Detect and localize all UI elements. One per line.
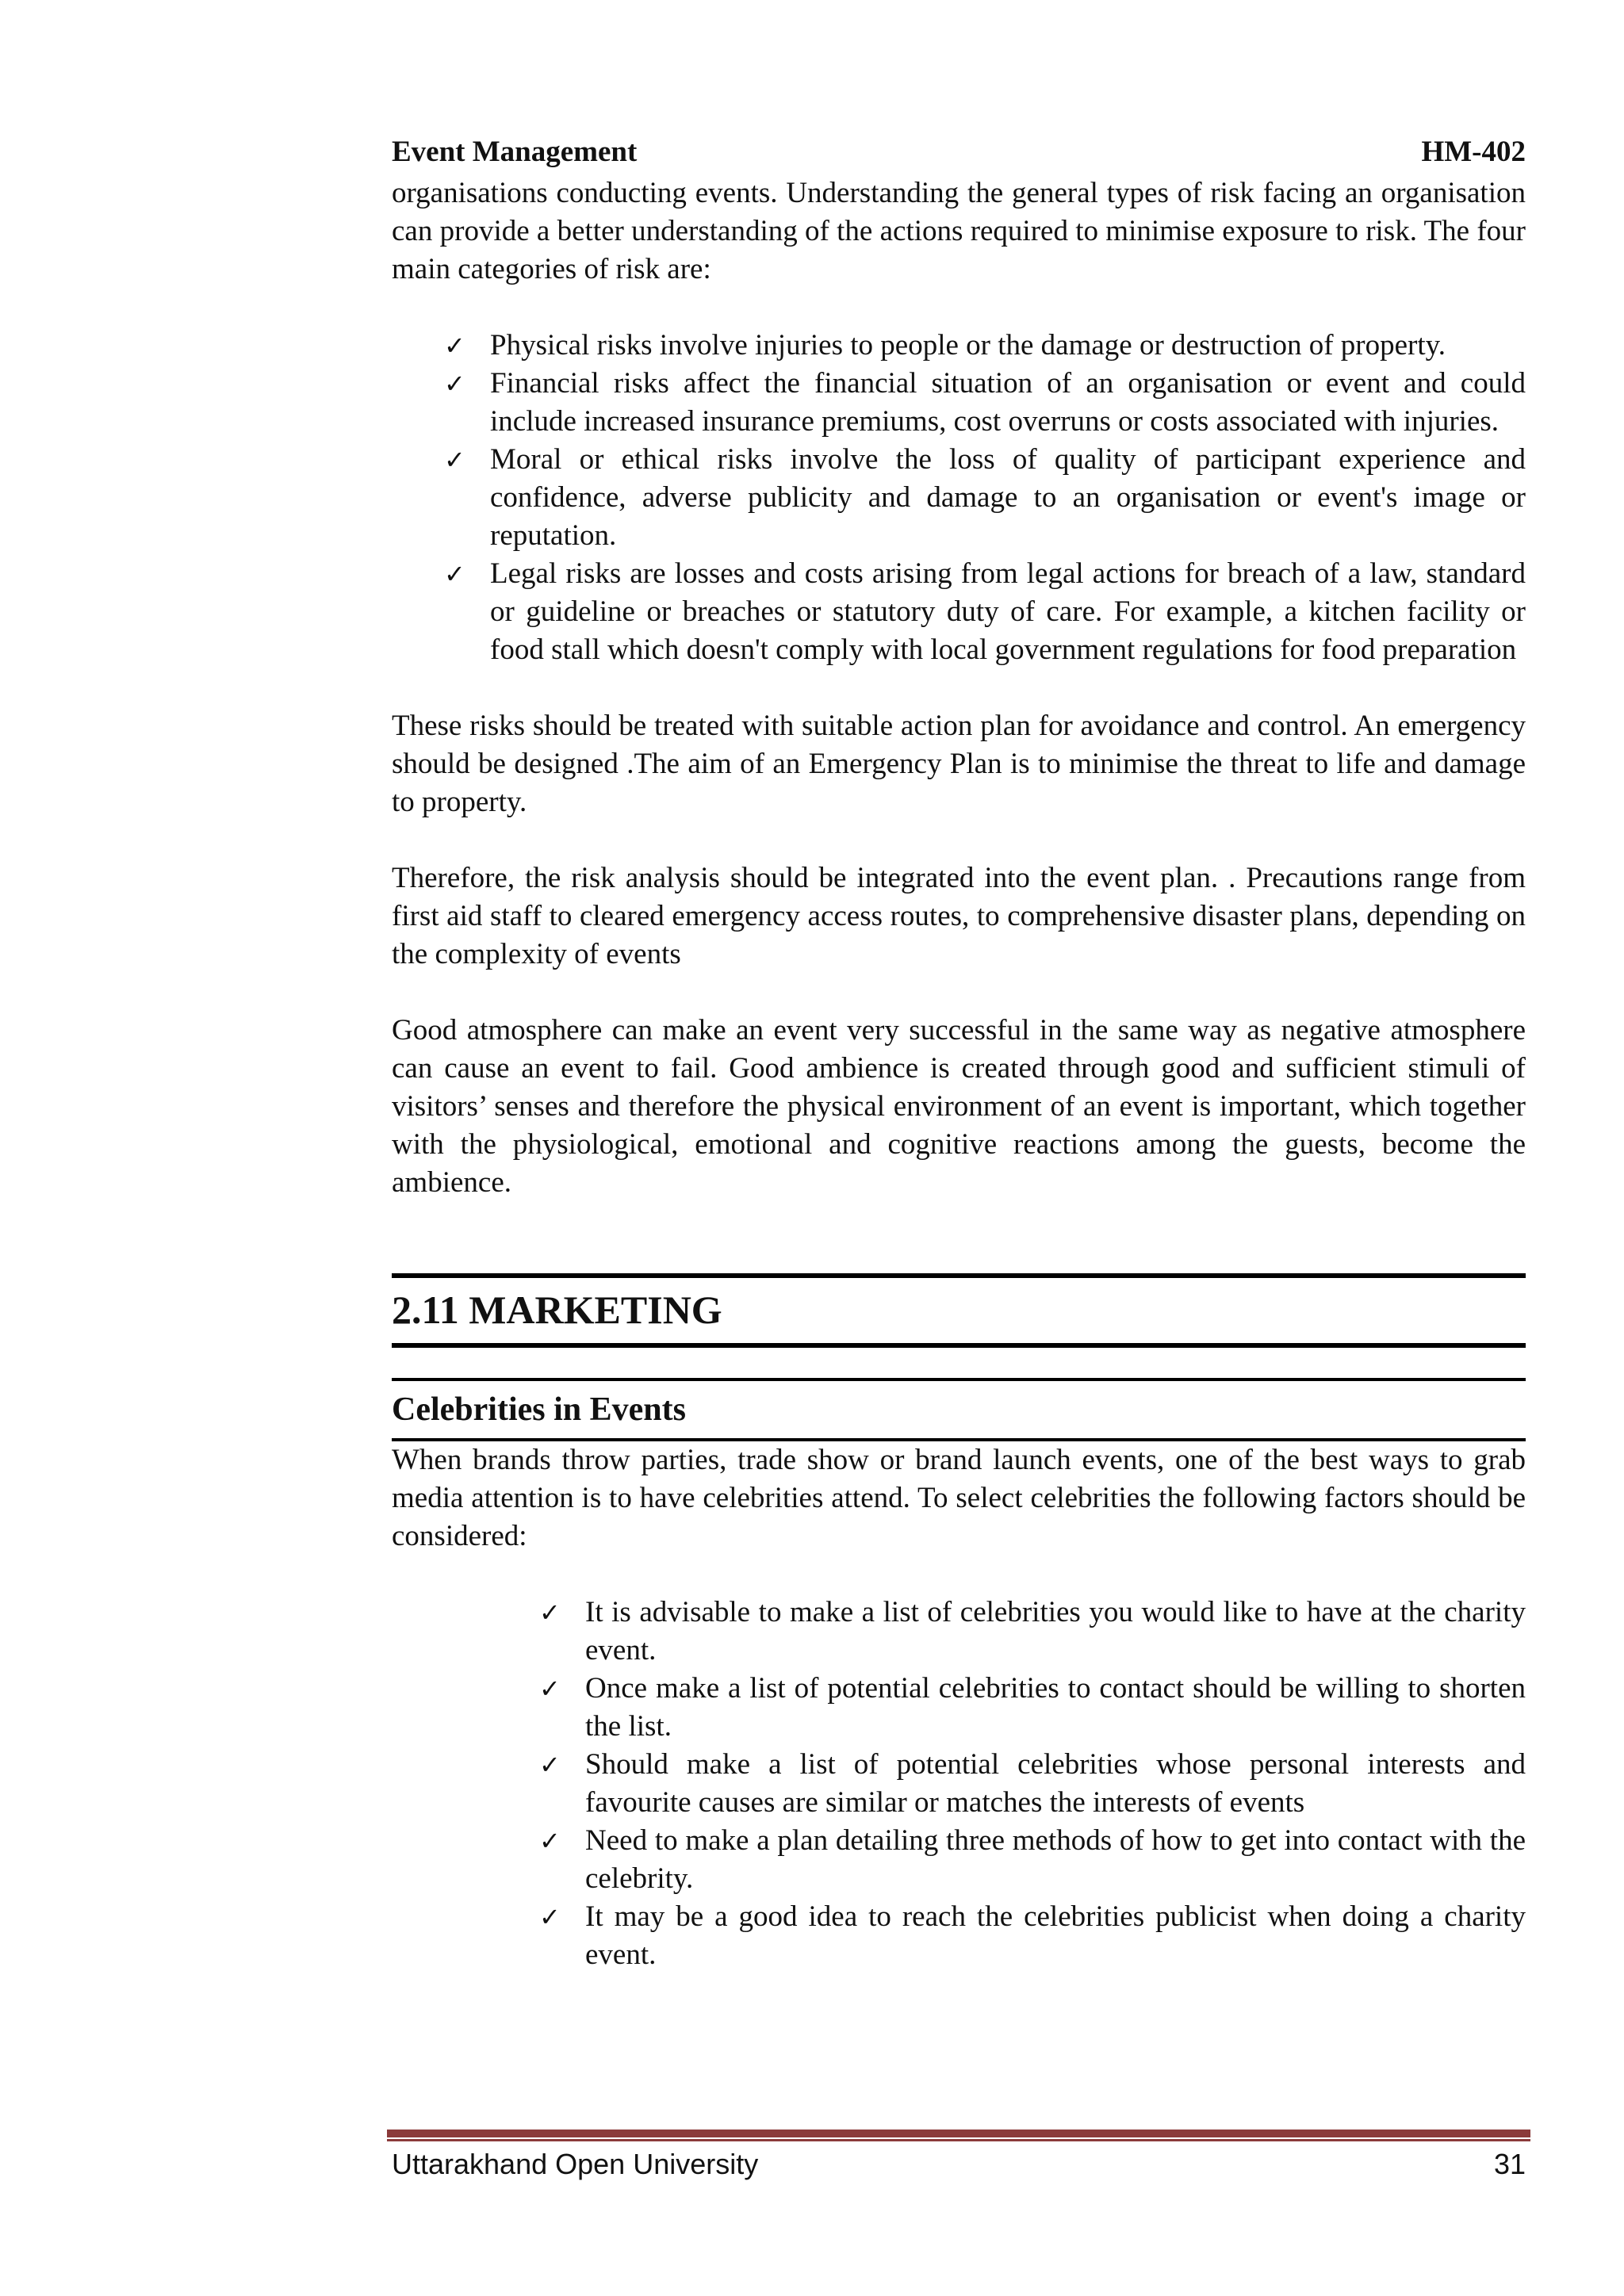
check-mark-icon: ✓ xyxy=(539,1902,561,1932)
subsection-title: Celebrities in Events xyxy=(392,1391,686,1428)
check-mark-icon: ✓ xyxy=(539,1826,561,1856)
check-mark-icon: ✓ xyxy=(444,445,465,475)
footer-university-name: Uttarakhand Open University xyxy=(392,2148,759,2180)
check-mark-icon: ✓ xyxy=(539,1598,561,1628)
check-mark-icon: ✓ xyxy=(444,559,465,589)
list-item: ✓ Should make a list of potential celebrities whose personal interests and favourite causes are similar or matches the interests of events xyxy=(392,1746,1526,1822)
list-item: ✓ It may be a good idea to reach the celebrities publicist when doing a charity event. xyxy=(392,1898,1526,1974)
check-mark-icon: ✓ xyxy=(539,1750,561,1780)
page-number: 31 xyxy=(1493,2148,1526,2180)
risk-category-list xyxy=(392,327,1526,669)
section-heading-box xyxy=(392,1273,1526,1348)
list-item: ✓ It is advisable to make a list of celebrities you would like to have at the charity event. xyxy=(392,1594,1526,1670)
page-header xyxy=(392,133,1526,171)
subsection-heading-box xyxy=(392,1378,1526,1441)
atmosphere-paragraph: Good atmosphere can make an event very successful in the same way as negative atmosphere can cause an event to fail. Good ambience is created through good and sufficient stimuli of visitors’ senses and therefore the physical environment of an event is important, which together with the physiological, emotional and cognitive reactions among the guests, become the ambience. xyxy=(392,1014,1526,1199)
list-item: ✓ Physical risks involve injuries to people or the damage or destruction of property. xyxy=(392,327,1526,365)
header-course-title: Event Management xyxy=(392,136,638,168)
list-item: ✓ Financial risks affect the financial situation of an organisation or event and could include increased insurance premiums, cost overruns or costs associated with injuries. xyxy=(392,365,1526,441)
emergency-plan-paragraph: These risks should be treated with suitable action plan for avoidance and control. An emergency should be designed .The aim of an Emergency Plan is to minimise the threat to life and damage to property. xyxy=(392,710,1526,818)
list-item: ✓ Once make a list of potential celebrities to contact should be willing to shorten the list. xyxy=(392,1670,1526,1746)
celebrity-factors-list xyxy=(392,1594,1526,1974)
page-footer xyxy=(392,2147,1526,2182)
check-mark-icon: ✓ xyxy=(444,331,465,361)
document-page xyxy=(392,133,1526,2012)
celebrities-intro-paragraph: When brands throw parties, trade show or brand launch events, one of the best ways to grab media attention is to have celebrities attend. To select celebrities the following factors should be considered: xyxy=(392,1444,1526,1552)
header-course-code: HM-402 xyxy=(1421,136,1526,168)
check-mark-icon: ✓ xyxy=(444,369,465,399)
footer-divider xyxy=(387,2130,1530,2137)
intro-paragraph: organisations conducting events. Understanding the general types of risk facing an organisation can provide a better understanding of the actions required to minimise exposure to risk. The four main categories of risk are: xyxy=(392,177,1526,285)
risk-analysis-paragraph: Therefore, the risk analysis should be integrated into the event plan. . Precautions range from first aid staff to cleared emergency access routes, to comprehensive disaster plans, depending on the complexity of events xyxy=(392,862,1526,970)
check-mark-icon: ✓ xyxy=(539,1674,561,1704)
list-item: ✓ Need to make a plan detailing three methods of how to get into contact with the celebrity. xyxy=(392,1822,1526,1898)
list-item: ✓ Legal risks are losses and costs arising from legal actions for breach of a law, standard or guideline or breaches or statutory duty of care. For example, a kitchen facility or food stall which doesn't comply with local government regulations for food preparation xyxy=(392,555,1526,669)
section-title: 2.11 MARKETING xyxy=(392,1288,722,1332)
list-item: ✓ Moral or ethical risks involve the loss of quality of participant experience and confidence, adverse publicity and damage to an organisation or event's image or reputation. xyxy=(392,441,1526,555)
